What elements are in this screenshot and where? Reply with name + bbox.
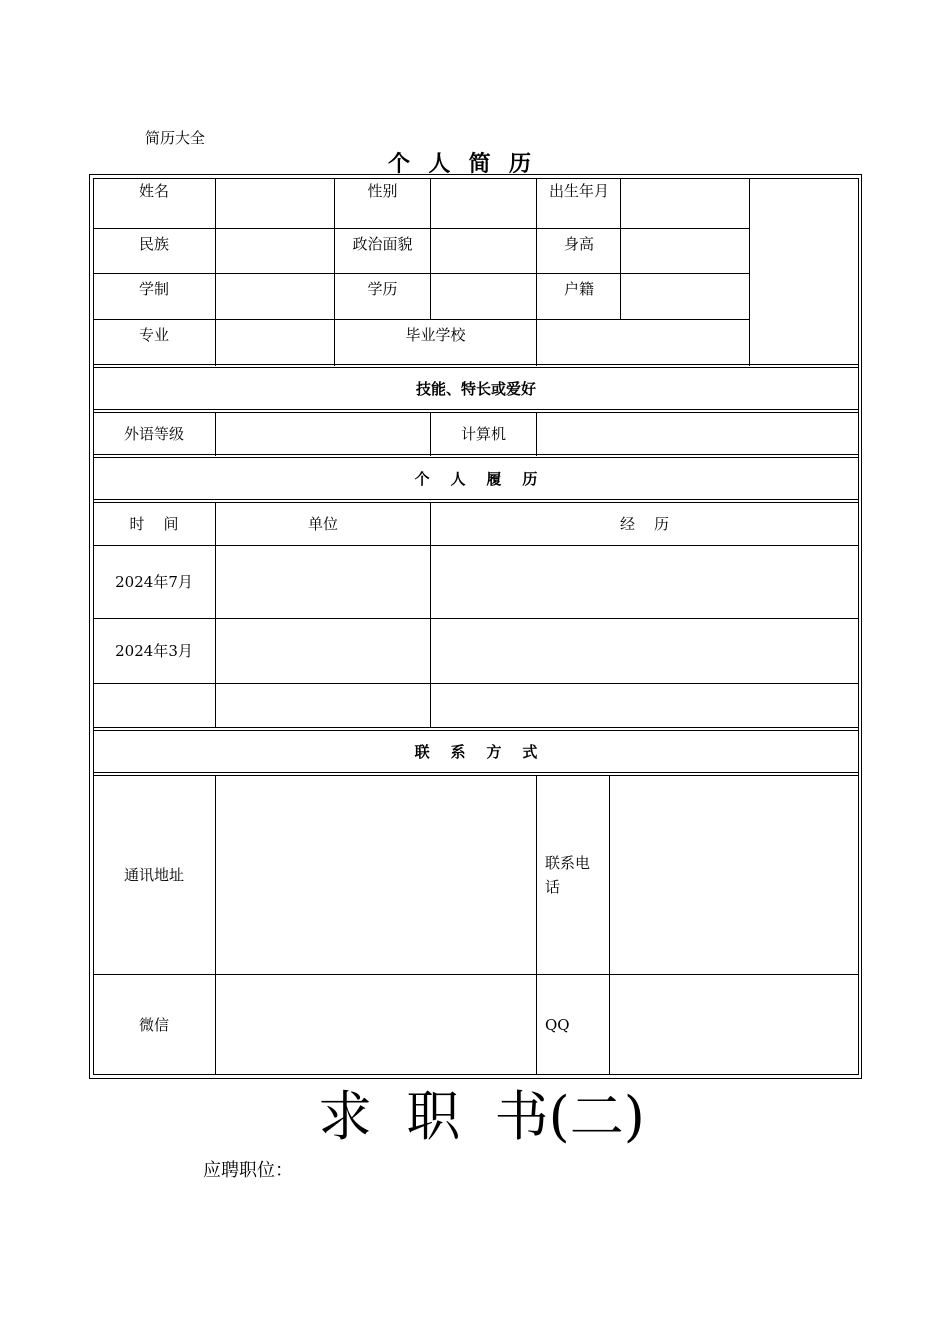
skills-section-title: 技能、特长或爱好 xyxy=(415,379,536,398)
label-school: 毕业学校 xyxy=(405,326,466,344)
history-unit-field[interactable] xyxy=(216,619,430,683)
label-computer: 计算机 xyxy=(460,424,506,443)
grid-line xyxy=(93,409,859,410)
birth-field[interactable] xyxy=(621,179,749,228)
grid-line xyxy=(93,727,859,728)
grid-line xyxy=(93,499,859,500)
label-height: 身高 xyxy=(563,235,594,253)
resume-title: 个 人 简 历 xyxy=(388,151,532,177)
ethnicity-field[interactable] xyxy=(216,229,334,273)
label-household-registration: 户籍 xyxy=(563,280,594,298)
major-field[interactable] xyxy=(216,320,334,364)
label-name: 姓名 xyxy=(138,182,169,200)
inner-border-bottom xyxy=(93,1074,859,1075)
phone-field[interactable] xyxy=(610,776,858,974)
history-unit-field[interactable] xyxy=(216,684,430,727)
grid-line xyxy=(93,772,859,773)
position-label: 应聘职位： xyxy=(203,1160,293,1181)
height-field[interactable] xyxy=(621,229,749,273)
page-header-label: 简历大全 xyxy=(145,129,206,147)
label-birth: 出生年月 xyxy=(549,182,610,200)
label-gender: 性别 xyxy=(367,182,398,200)
history-time: 2024年3月 xyxy=(115,642,193,660)
photo-area[interactable] xyxy=(750,179,858,364)
history-experience-field[interactable] xyxy=(431,546,858,618)
school-field[interactable] xyxy=(537,320,749,364)
history-unit-field[interactable] xyxy=(216,546,430,618)
inner-border-right xyxy=(858,178,859,1074)
language-level-field[interactable] xyxy=(216,413,430,454)
history-header-experience: 经 历 xyxy=(619,515,670,533)
computer-field[interactable] xyxy=(537,413,858,454)
label-wechat: 微信 xyxy=(138,1015,169,1034)
qq-field[interactable] xyxy=(610,975,858,1074)
history-experience-field[interactable] xyxy=(431,684,858,727)
label-ethnicity: 民族 xyxy=(138,235,169,253)
label-language-level: 外语等级 xyxy=(123,424,184,443)
history-experience-field[interactable] xyxy=(431,619,858,683)
history-header-time: 时 间 xyxy=(129,515,179,533)
grid-line xyxy=(93,454,859,455)
cover-letter-title: 求 职 书(二) xyxy=(318,1085,645,1148)
household-registration-field[interactable] xyxy=(621,274,749,319)
address-field[interactable] xyxy=(216,776,536,974)
wechat-field[interactable] xyxy=(216,975,536,1074)
grid-line xyxy=(93,364,859,365)
resume-table xyxy=(89,174,862,1079)
schooling-length-field[interactable] xyxy=(216,274,334,319)
education-field[interactable] xyxy=(431,274,536,319)
label-major: 专业 xyxy=(138,326,169,344)
label-political-status: 政治面貌 xyxy=(352,235,413,253)
contact-section-title: 联 系 方 式 xyxy=(414,742,538,761)
gender-field[interactable] xyxy=(431,179,536,228)
label-education: 学历 xyxy=(367,280,398,298)
history-header-unit: 单位 xyxy=(307,515,338,533)
history-time: 2024年7月 xyxy=(115,573,193,591)
label-phone: 联系电话 xyxy=(545,854,591,896)
political-status-field[interactable] xyxy=(431,229,536,273)
name-field[interactable] xyxy=(216,179,334,228)
history-section-title: 个 人 履 历 xyxy=(414,469,538,488)
label-qq: QQ xyxy=(545,1015,570,1034)
history-time xyxy=(93,684,215,727)
label-address: 通讯地址 xyxy=(123,866,184,884)
label-schooling-length: 学制 xyxy=(138,280,169,298)
